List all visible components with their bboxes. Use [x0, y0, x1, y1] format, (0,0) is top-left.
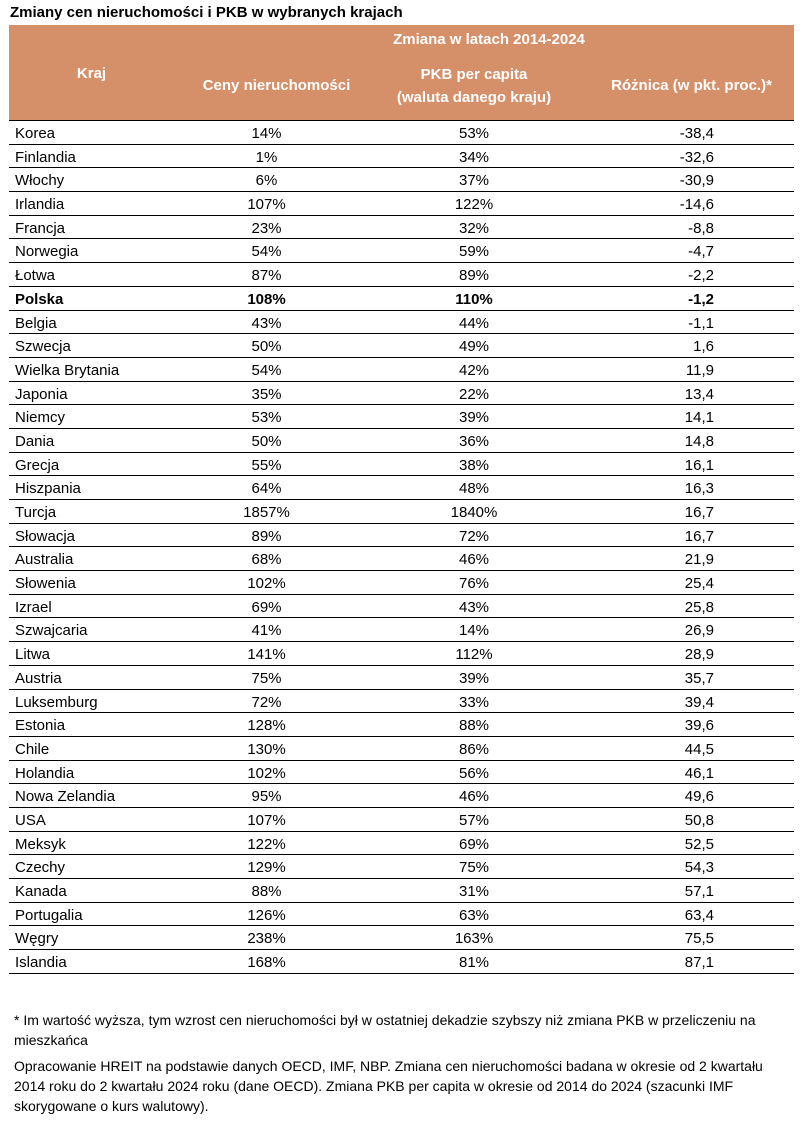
- table-row: [9, 760, 794, 784]
- country-cell: Belgia: [15, 314, 57, 332]
- gdp-cell: 86%: [458, 740, 490, 758]
- difference-cell: 21,9: [684, 551, 714, 569]
- gdp-cell: 43%: [458, 598, 490, 616]
- prices-cell: 88%: [251, 883, 282, 900]
- difference-cell: -14,6: [679, 196, 714, 214]
- gdp-cell: 34%: [458, 148, 490, 166]
- country-cell: Hiszpania: [15, 480, 81, 498]
- country-cell: Francja: [15, 219, 66, 237]
- header-country: Kraj: [76, 65, 107, 82]
- difference-cell: 13,4: [684, 385, 714, 403]
- difference-cell: 11,9: [685, 361, 714, 379]
- table-row: [9, 570, 794, 594]
- table-row: [9, 689, 794, 713]
- gdp-cell: 1840%: [450, 504, 498, 521]
- gdp-cell: 33%: [458, 693, 490, 711]
- prices-cell: 75%: [251, 669, 282, 687]
- country-cell: Łotwa: [15, 267, 56, 285]
- country-cell: Luksemburg: [15, 693, 98, 711]
- difference-cell: 39,4: [684, 693, 714, 711]
- difference-cell: -8,8: [688, 219, 714, 237]
- difference-cell: 46,1: [684, 764, 714, 782]
- table-row: [9, 783, 794, 807]
- table-body: [9, 120, 794, 974]
- country-cell: Polska: [15, 290, 64, 308]
- table-row: [9, 523, 794, 547]
- gdp-cell: 72%: [458, 527, 490, 545]
- table-row: [9, 807, 794, 831]
- country-cell: Niemcy: [15, 409, 66, 427]
- table-row: [9, 191, 794, 215]
- country-cell: Słowenia: [15, 575, 76, 593]
- gdp-cell: 38%: [458, 456, 490, 474]
- difference-cell: -32,6: [679, 148, 714, 166]
- difference-cell: 1,6: [693, 338, 714, 356]
- prices-cell: 53%: [251, 409, 282, 427]
- country-cell: Dania: [15, 432, 55, 450]
- gdp-cell: 44%: [458, 314, 490, 332]
- country-cell: Włochy: [15, 172, 65, 190]
- gdp-cell: 57%: [458, 811, 490, 829]
- table-row: [9, 902, 794, 926]
- difference-cell: 87,1: [684, 954, 714, 972]
- difference-cell: 50,8: [684, 811, 714, 829]
- country-cell: Islandia: [15, 954, 67, 972]
- gdp-cell: 31%: [458, 883, 490, 900]
- gdp-cell: 81%: [458, 954, 490, 972]
- country-cell: Grecja: [15, 456, 60, 474]
- footnote: * Im wartość wyższa, tym wzrost cen nieruchomości był w ostatniej dekadzie szybszy niż zmiana PKB w przeliczeniu na mieszkańca: [14, 1012, 756, 1048]
- prices-cell: 41%: [251, 622, 282, 640]
- table-row: [9, 286, 794, 310]
- table-row: [9, 878, 794, 902]
- table-row: [9, 428, 794, 452]
- country-cell: Korea: [15, 125, 56, 142]
- gdp-cell: 46%: [458, 788, 490, 806]
- difference-cell: 52,5: [684, 835, 714, 853]
- country-cell: Austria: [15, 669, 62, 687]
- prices-cell: 35%: [251, 385, 282, 403]
- difference-cell: 63,4: [684, 906, 714, 924]
- prices-cell: 50%: [251, 432, 282, 450]
- table-header: [9, 25, 794, 120]
- prices-cell: 68%: [251, 551, 282, 569]
- country-cell: Irlandia: [15, 196, 65, 214]
- gdp-cell: 14%: [458, 622, 490, 640]
- difference-cell: -1,1: [688, 314, 714, 332]
- difference-cell: 25,4: [684, 575, 714, 593]
- prices-cell: 50%: [251, 338, 282, 356]
- gdp-cell: 76%: [458, 575, 490, 593]
- difference-cell: 54,3: [684, 859, 714, 877]
- gdp-cell: 88%: [458, 717, 490, 735]
- gdp-cell: 63%: [458, 906, 490, 924]
- notes: [14, 1010, 784, 1116]
- table-row: [9, 404, 794, 428]
- header-prices: Ceny nieruchomości: [202, 77, 351, 94]
- prices-cell: 126%: [247, 906, 286, 924]
- gdp-cell: 39%: [458, 669, 490, 687]
- table-row: [9, 167, 794, 191]
- country-cell: Portugalia: [15, 906, 83, 924]
- table-row: [9, 949, 794, 973]
- table-row: [9, 215, 794, 239]
- prices-cell: 55%: [251, 456, 282, 474]
- prices-cell: 238%: [247, 930, 286, 948]
- prices-cell: 122%: [247, 835, 286, 853]
- difference-cell: 16,7: [684, 504, 714, 521]
- gdp-cell: 59%: [458, 243, 490, 261]
- prices-cell: 89%: [251, 527, 282, 545]
- country-cell: Czechy: [15, 859, 66, 877]
- table-row: [9, 831, 794, 855]
- header-gdp: [369, 63, 579, 109]
- table-row: [9, 617, 794, 641]
- country-cell: Estonia: [15, 717, 66, 735]
- table-row: [9, 475, 794, 499]
- difference-cell: -30,9: [679, 172, 714, 190]
- country-cell: Wielka Brytania: [15, 361, 120, 379]
- difference-cell: 14,1: [684, 409, 714, 427]
- table-row: [9, 546, 794, 570]
- gdp-cell: 53%: [458, 125, 490, 142]
- prices-cell: 1%: [255, 148, 278, 166]
- prices-cell: 107%: [247, 811, 286, 829]
- gdp-cell: 46%: [458, 551, 490, 569]
- country-cell: Meksyk: [15, 835, 66, 853]
- table-row: [9, 641, 794, 665]
- prices-cell: 64%: [251, 480, 282, 498]
- source-note: Opracowanie HREIT na podstawie danych OECD, IMF, NBP. Zmiana cen nieruchomości badana w okresie od 2 kwartału 2014 roku do 2 kwartału 2024 roku (dane OECD). Zmiana PKB per capita w okresie od 2014 do 2024 (szacunki IMF skorygowane o kurs walutowy).: [14, 1058, 763, 1114]
- header-group-label: Zmiana w latach 2014-2024: [393, 31, 585, 48]
- gdp-cell: 39%: [458, 409, 490, 427]
- prices-cell: 72%: [251, 693, 282, 711]
- difference-cell: 39,6: [684, 717, 714, 735]
- gdp-cell: 36%: [458, 432, 490, 450]
- gdp-cell: 163%: [454, 930, 494, 948]
- difference-cell: 25,8: [684, 598, 714, 616]
- prices-cell: 102%: [247, 575, 286, 593]
- country-cell: Japonia: [15, 385, 68, 403]
- country-cell: Kanada: [15, 883, 67, 900]
- country-cell: Chile: [15, 740, 50, 758]
- prices-cell: 108%: [247, 290, 286, 308]
- gdp-cell: 42%: [458, 361, 490, 379]
- country-cell: Nowa Zelandia: [15, 788, 116, 806]
- table-row: [9, 736, 794, 760]
- gdp-cell: 22%: [458, 385, 490, 403]
- difference-cell: 26,9: [684, 622, 714, 640]
- prices-cell: 107%: [247, 196, 286, 214]
- gdp-cell: 48%: [458, 480, 490, 498]
- table-row: [9, 381, 794, 405]
- prices-cell: 87%: [251, 267, 282, 285]
- table-row: [9, 357, 794, 381]
- table-row: [9, 712, 794, 736]
- country-cell: USA: [15, 811, 46, 829]
- difference-cell: 44,5: [684, 740, 714, 758]
- country-cell: Holandia: [15, 764, 75, 782]
- header-gdp-line1: PKB per capita: [420, 66, 528, 83]
- table-row: [9, 310, 794, 334]
- gdp-cell: 122%: [454, 196, 494, 214]
- prices-cell: 1857%: [243, 504, 290, 521]
- prices-cell: 43%: [251, 314, 282, 332]
- difference-cell: -38,4: [679, 125, 714, 142]
- gdp-cell: 32%: [458, 219, 490, 237]
- country-cell: Australia: [15, 551, 74, 569]
- header-gdp-line2: (waluta danego kraju): [396, 89, 552, 106]
- gdp-cell: 69%: [458, 835, 490, 853]
- gdp-cell: 110%: [455, 290, 493, 308]
- prices-cell: 129%: [247, 859, 286, 877]
- table-title: Zmiany cen nieruchomości i PKB w wybranych krajach: [10, 4, 403, 21]
- gdp-cell: 75%: [458, 859, 490, 877]
- difference-cell: 16,1: [684, 456, 714, 474]
- difference-cell: 57,1: [684, 883, 714, 900]
- difference-cell: 16,7: [684, 527, 714, 545]
- difference-cell: -1,2: [688, 290, 714, 308]
- table-row: [9, 499, 794, 523]
- table-row: [9, 262, 794, 286]
- gdp-cell: 37%: [458, 172, 490, 190]
- country-cell: Turcja: [15, 504, 57, 521]
- country-cell: Izrael: [15, 598, 52, 616]
- difference-cell: 16,3: [684, 480, 714, 498]
- difference-cell: 75,5: [684, 930, 714, 948]
- prices-cell: 54%: [251, 361, 282, 379]
- prices-cell: 54%: [251, 243, 282, 261]
- prices-cell: 102%: [247, 764, 286, 782]
- table-row: [9, 238, 794, 262]
- country-cell: Litwa: [15, 646, 51, 664]
- gdp-cell: 89%: [458, 267, 490, 285]
- difference-cell: 35,7: [684, 669, 714, 687]
- table-row: [9, 333, 794, 357]
- country-cell: Szwajcaria: [15, 622, 88, 640]
- difference-cell: 14,8: [684, 432, 714, 450]
- prices-cell: 95%: [251, 788, 282, 806]
- gdp-cell: 49%: [458, 338, 490, 356]
- header-difference: Różnica (w pkt. proc.)*: [611, 77, 772, 94]
- table-row: [9, 144, 794, 168]
- country-cell: Węgry: [15, 930, 59, 948]
- country-cell: Finlandia: [15, 148, 76, 166]
- gdp-cell: 56%: [458, 764, 490, 782]
- table-row: [9, 594, 794, 618]
- prices-cell: 6%: [255, 172, 278, 190]
- difference-cell: 49,6: [684, 788, 714, 806]
- table-row: [9, 120, 794, 144]
- country-cell: Szwecja: [15, 338, 71, 356]
- table-row: [9, 925, 794, 949]
- prices-cell: 130%: [247, 740, 286, 758]
- difference-cell: 28,9: [684, 646, 714, 664]
- gdp-cell: 112%: [455, 646, 493, 664]
- prices-cell: 23%: [251, 219, 282, 237]
- difference-cell: -2,2: [688, 267, 714, 285]
- prices-cell: 128%: [247, 717, 286, 735]
- prices-cell: 69%: [251, 598, 282, 616]
- difference-cell: -4,7: [688, 243, 714, 261]
- table-row: [9, 452, 794, 476]
- table-row: [9, 665, 794, 689]
- prices-cell: 14%: [251, 125, 282, 142]
- prices-cell: 141%: [247, 646, 286, 664]
- country-cell: Norwegia: [15, 243, 79, 261]
- table-row: [9, 854, 794, 878]
- country-cell: Słowacja: [15, 527, 76, 545]
- prices-cell: 168%: [247, 954, 286, 972]
